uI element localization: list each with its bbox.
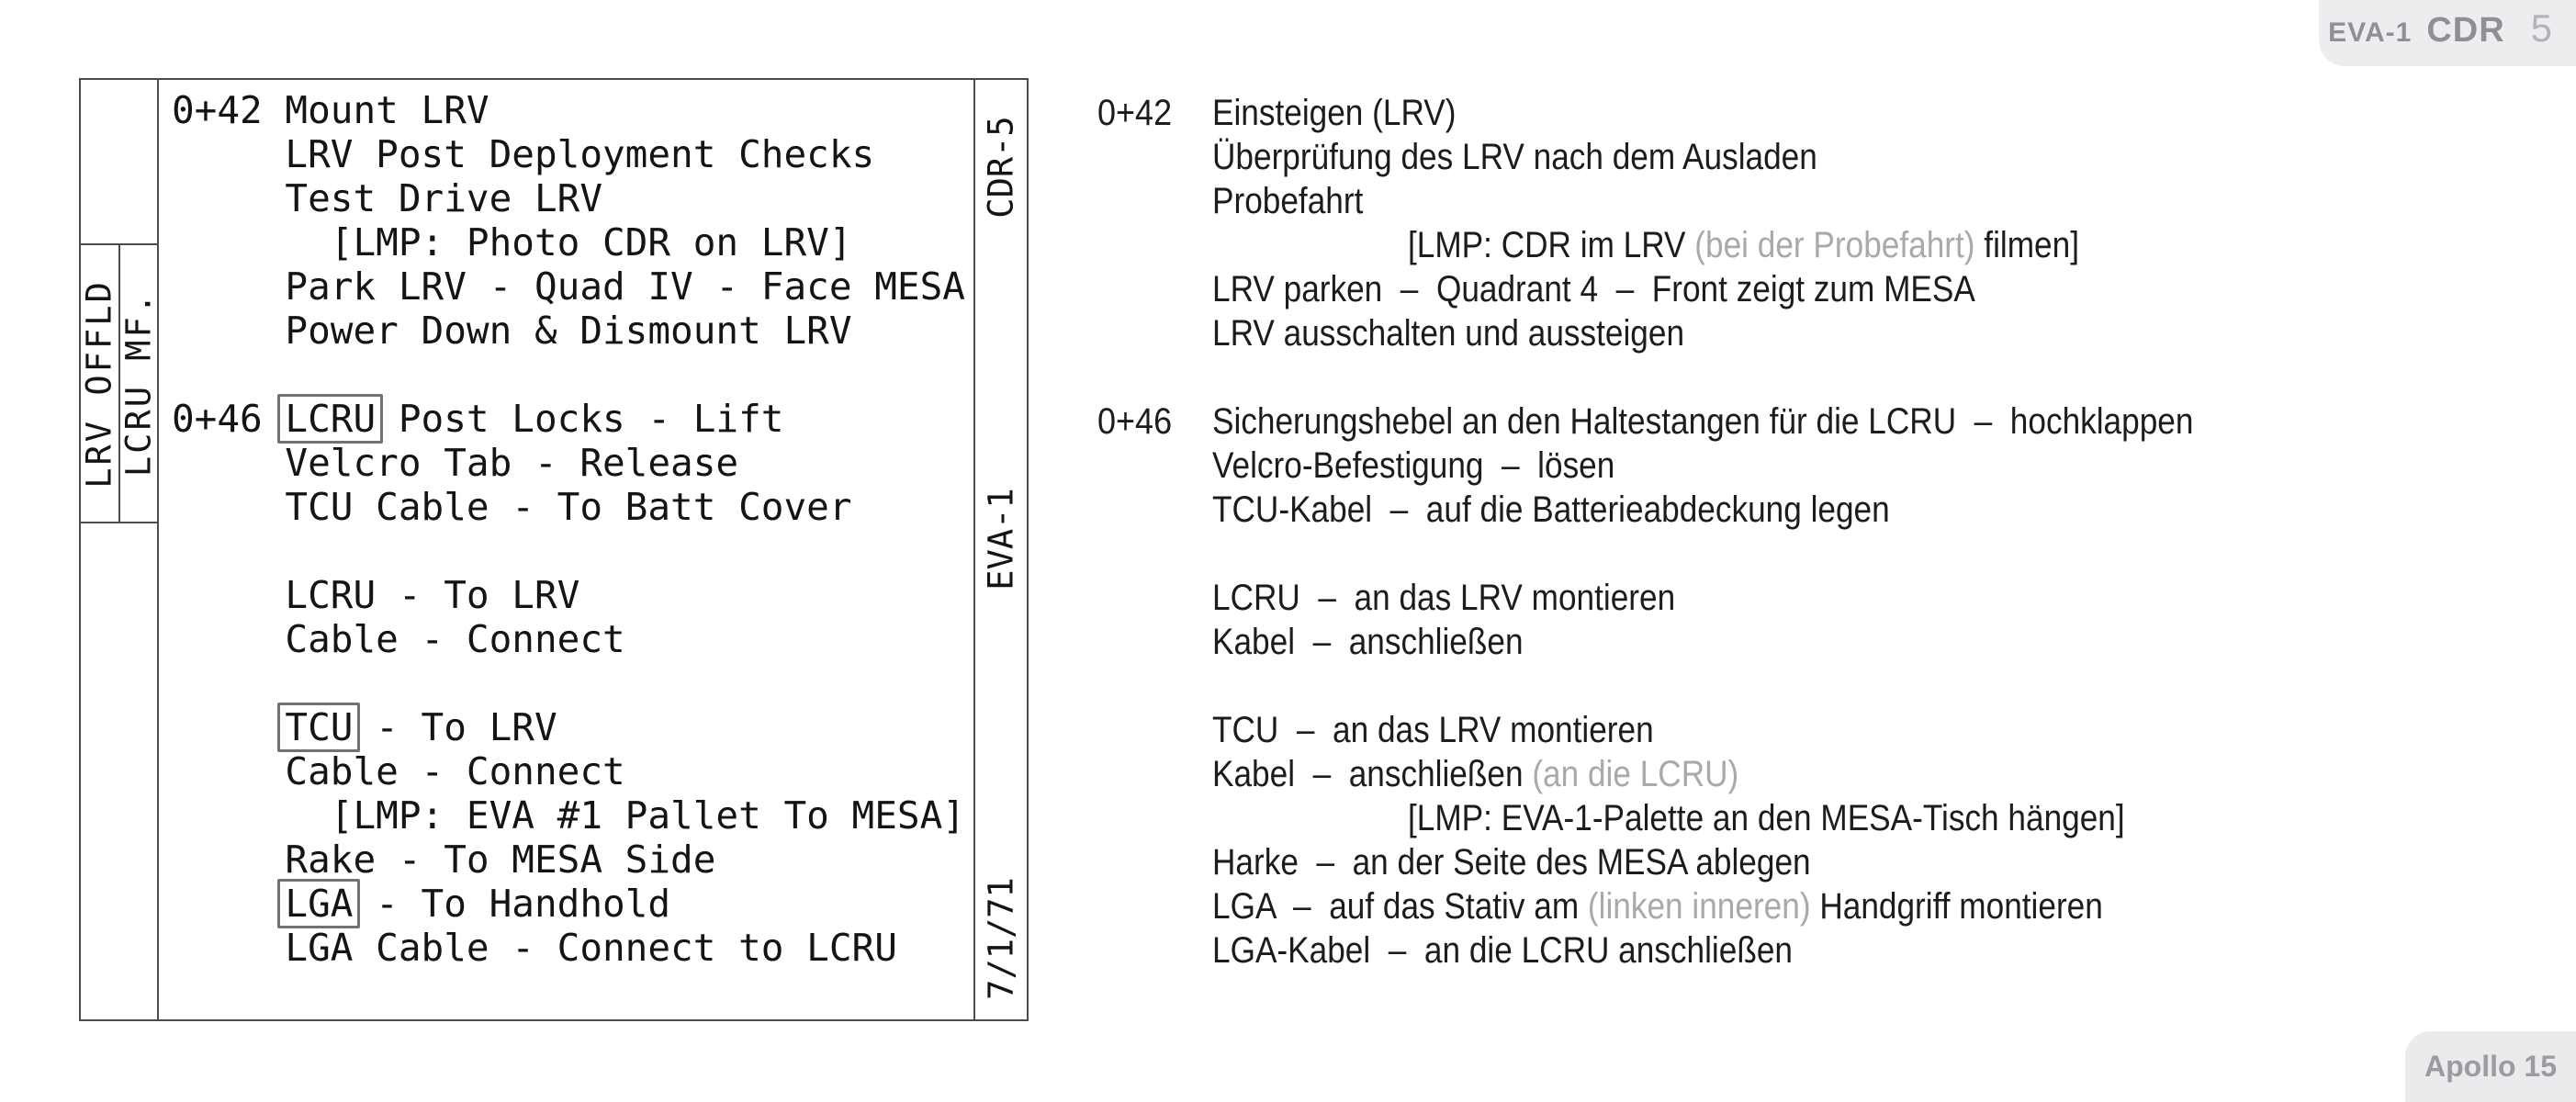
crew-role-label: CDR (2426, 11, 2505, 50)
checklist-text-segment: Park LRV - Quad IV - Face MESA (172, 264, 965, 309)
checklist-text-segment: LGA Cable - Connect to LCRU (172, 926, 897, 970)
page-tab-7-1-71: 7/1/71 (981, 877, 1021, 1000)
translation-line-de (1097, 179, 2402, 223)
translation-line-de (1097, 267, 2402, 311)
mission-name: Apollo 15 (2424, 1050, 2557, 1083)
translation-line-de (1097, 223, 2402, 267)
checklist-line-en (159, 617, 979, 661)
eva-label: EVA-1 (2328, 17, 2413, 48)
translation-line-de (1097, 444, 2402, 488)
checklist-line-en (159, 661, 979, 705)
parenthetical-note: (bei der Probefahrt) (1694, 225, 1975, 265)
sidebar-label-lrv-offld: LRV OFFLD (79, 278, 119, 489)
translation-text (1212, 91, 2259, 135)
checklist-box (79, 78, 1029, 1021)
translation-text-segment: LGA-Kabel – an die LCRU anschließen (1212, 930, 1793, 971)
translation-text (1212, 752, 2259, 796)
translation-text-segment: TCU-Kabel – auf die Batterieabdeckung legen (1212, 489, 1890, 530)
translation-text (1212, 399, 2259, 444)
translation-line-de (1097, 532, 2402, 576)
translation-line-de (1097, 576, 2402, 620)
translation-line-de (1097, 928, 2402, 973)
translation-text-segment: LRV ausschalten und aussteigen (1212, 313, 1685, 354)
checklist-text-segment: Cable - Connect (172, 617, 625, 661)
checklist-text-segment: LRV Post Deployment Checks (172, 132, 875, 176)
checklist-line-en (159, 529, 979, 573)
translation-text (1212, 708, 2259, 752)
translation-text-segment: Probefahrt (1212, 181, 1364, 221)
checklist-lines-en (159, 88, 979, 970)
checklist-text-segment (172, 705, 285, 749)
page-tab-strip (973, 80, 1027, 1019)
translation-text-segment: Velcro-Befestigung – lösen (1212, 445, 1615, 486)
checklist-text-segment: 0+42 Mount LRV (172, 88, 489, 132)
translation-text-segment: Kabel – anschließen (1212, 754, 1533, 794)
checklist-text-segment: Test Drive LRV (172, 176, 602, 220)
translation-line-de (1097, 355, 2402, 399)
checklist-line-en (159, 309, 979, 353)
page-header-badge (2319, 0, 2576, 66)
checklist-text-segment: TCU Cable - To Batt Cover (172, 485, 852, 529)
translation-text-segment: Sicherungshebel an den Haltestangen für die LCRU – hochklappen (1212, 401, 2194, 442)
translation-text (1212, 135, 2259, 179)
checklist-line-en (159, 264, 979, 309)
translation-text (1212, 311, 2259, 355)
sidebar-cell-lrv-offld (81, 245, 118, 522)
translation-text-segment: TCU – an das LRV montieren (1212, 710, 1654, 750)
checklist-text-segment: - To Handhold (353, 882, 671, 926)
translation-text-segment: [LMP: EVA-1-Palette an den MESA-Tisch hängen] (1408, 798, 2125, 838)
translation-text-segment: Harke – an der Seite des MESA ablegen (1212, 842, 1811, 883)
page-tab-eva-1: EVA-1 (981, 488, 1021, 590)
translation-text-segment: Handgriff montieren (1810, 886, 2103, 927)
checklist-line-en (159, 485, 979, 529)
translation-line-de (1097, 620, 2402, 664)
translation-line-de (1097, 488, 2402, 532)
translation-text-segment: LGA – auf das Stativ am (1212, 886, 1588, 927)
sidebar-label-lcru-mf: LCRU MF. (118, 290, 159, 477)
parenthetical-note: (an die LCRU) (1532, 754, 1739, 794)
checklist-text-segment (172, 882, 285, 926)
checklist-text-segment: Post Locks - Lift (376, 397, 784, 441)
checklist-text-segment: Velcro Tab - Release (172, 441, 739, 485)
time-label: 0+42 (1097, 93, 1173, 133)
checklist-text-segment: - To LRV (353, 705, 557, 749)
checklist-line-en (159, 926, 979, 970)
checklist-text-segment: LCRU - To LRV (172, 573, 580, 617)
checklist-line-en (159, 176, 979, 220)
time-label: 0+46 (1097, 401, 1173, 442)
translation-text (1212, 488, 2259, 532)
checklist-line-en (159, 132, 979, 176)
checklist-text-segment: [LMP: Photo CDR on LRV] (172, 220, 852, 264)
translation-text-segment: LCRU – an das LRV montieren (1212, 578, 1676, 618)
translation-text (1212, 884, 2259, 928)
translation-line-de (1097, 91, 2402, 135)
translation-text (1212, 928, 2259, 973)
mission-footer-badge (2405, 1031, 2576, 1102)
translation-line-de (1097, 664, 2402, 708)
sidebar-cell-lcru-mf (118, 245, 158, 522)
checklist-line-en (159, 220, 979, 264)
translation-text (1212, 179, 2259, 223)
checklist-text-segment: Cable - Connect (172, 749, 625, 793)
translation-text-segment: [LMP: CDR im LRV (1408, 225, 1695, 265)
boxed-callout: TCU (277, 703, 360, 752)
translation-column-de (1097, 91, 2402, 973)
checklist-line-en (159, 88, 979, 132)
translation-text (1408, 796, 2282, 840)
boxed-callout: LCRU (277, 394, 383, 444)
parenthetical-note: (linken inneren) (1587, 886, 1811, 927)
checklist-text-segment: Power Down & Dismount LRV (172, 309, 852, 353)
checklist-sidebar (81, 80, 159, 1019)
translation-text (1212, 267, 2259, 311)
checklist-line-en (159, 838, 979, 882)
translation-line-de (1097, 311, 2402, 355)
page-number: 5 (2530, 6, 2552, 50)
checklist-line-en (159, 441, 979, 485)
translation-text-segment: Kabel – anschließen (1212, 622, 1524, 662)
translation-text-segment: LRV parken – Quadrant 4 – Front zeigt zum MESA (1212, 269, 1975, 309)
checklist-text-segment: 0+46 (172, 397, 286, 441)
translation-line-de (1097, 884, 2402, 928)
translation-line-de (1097, 708, 2402, 752)
translation-text (1212, 576, 2259, 620)
checklist-line-en (159, 882, 979, 926)
translation-line-de (1097, 752, 2402, 796)
boxed-callout: LGA (277, 879, 360, 928)
checklist-line-en (159, 353, 979, 397)
checklist-text-segment: Rake - To MESA Side (172, 838, 716, 882)
translation-text-segment: Einsteigen (LRV) (1212, 93, 1457, 133)
translation-text (1212, 444, 2259, 488)
page-tab-cdr-5: CDR-5 (981, 116, 1021, 219)
translation-line-de (1097, 399, 2402, 444)
translation-text (1408, 223, 2282, 267)
translation-line-de (1097, 840, 2402, 884)
translation-text (1212, 620, 2259, 664)
checklist-line-en (159, 397, 979, 441)
translation-line-de (1097, 135, 2402, 179)
translation-text (1212, 840, 2259, 884)
checklist-line-en (159, 793, 979, 838)
checklist-line-en (159, 705, 979, 749)
sidebar-label-cells (81, 243, 157, 523)
checklist-line-en (159, 749, 979, 793)
checklist-text-segment: [LMP: EVA #1 Pallet To MESA] (172, 793, 965, 838)
translation-text-segment: filmen] (1974, 225, 2079, 265)
translation-line-de (1097, 796, 2402, 840)
checklist-line-en (159, 573, 979, 617)
translation-text-segment: Überprüfung des LRV nach dem Ausladen (1212, 137, 1817, 177)
